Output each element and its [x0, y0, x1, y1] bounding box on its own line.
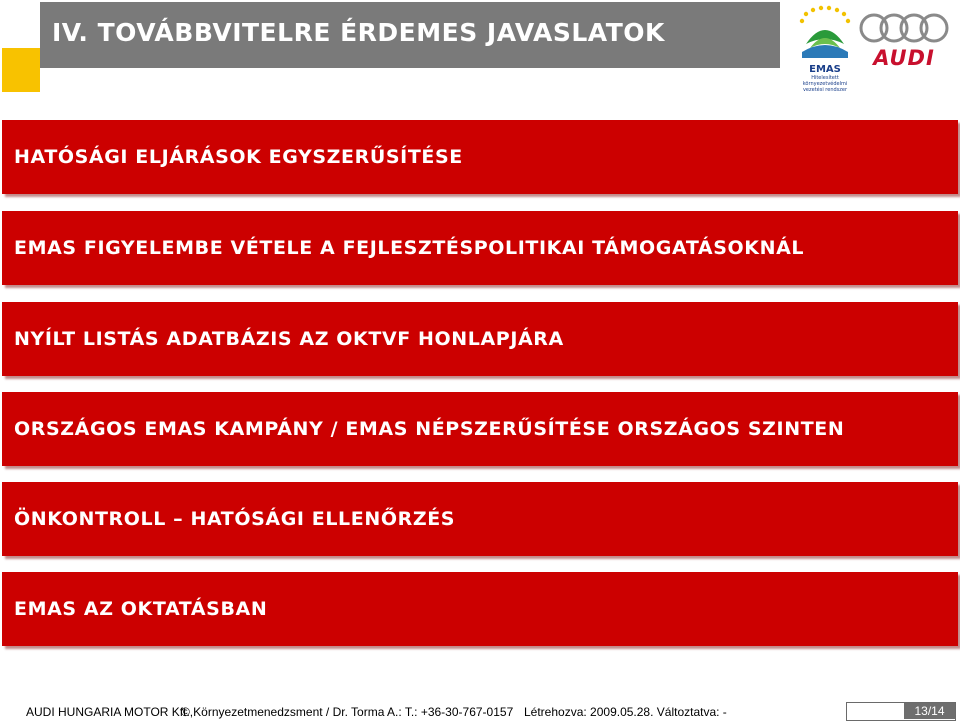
- list-item: [2, 482, 958, 556]
- list-item-label: EMAS AZ OKTATÁSBAN: [14, 598, 268, 620]
- accent-square: [2, 48, 40, 92]
- emas-caption-line: környezetvédelmi: [802, 81, 848, 87]
- list-item-label: NYÍLT LISTÁS ADATBÁZIS AZ OKTVF HONLAPJÁRA: [14, 328, 564, 350]
- list-item: [2, 572, 958, 646]
- footer: [0, 700, 960, 720]
- list-item: [2, 120, 958, 194]
- page-number: 13/14: [914, 704, 945, 718]
- list-item: [2, 392, 958, 466]
- emas-wordmark: EMAS: [809, 64, 841, 75]
- list-item-label: ÖNKONTROLL – HATÓSÁGI ELLENŐRZÉS: [14, 508, 456, 530]
- footer-company: AUDI HUNGARIA MOTOR Kft.,: [26, 705, 194, 719]
- list-item-label: ORSZÁGOS EMAS KAMPÁNY / EMAS NÉPSZERŰSÍTÉSE ORSZÁGOS SZINTEN: [14, 418, 845, 440]
- emas-caption-line: vezetési rendszer: [802, 87, 848, 93]
- audi-wordmark: AUDI: [873, 46, 935, 70]
- emas-caption: [796, 64, 854, 93]
- footer-dates: Létrehozva: 2009.05.28. Változtatva: -: [524, 705, 727, 719]
- list-item-label: HATÓSÁGI ELJÁRÁSOK EGYSZERŰSÍTÉSE: [14, 146, 463, 168]
- slide-title: IV. TOVÁBBVITELRE ÉRDEMES JAVASLATOK: [52, 18, 665, 47]
- list-item-label: EMAS FIGYELEMBE VÉTELE A FEJLESZTÉSPOLITIKAI TÁMOGATÁSOKNÁL: [14, 237, 805, 259]
- footer-department: © Környezetmenedzsment / Dr. Torma A.: T.: +36-30-767-0157: [181, 705, 514, 719]
- list-item: [2, 302, 958, 376]
- emas-caption-line: Hitelesített: [811, 75, 839, 81]
- list-item: [2, 211, 958, 285]
